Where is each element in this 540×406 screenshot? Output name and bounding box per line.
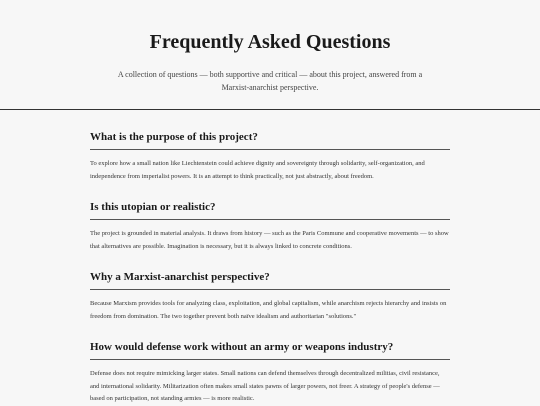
faq-item <box>90 130 450 183</box>
faq-question: What is the purpose of this project? <box>90 130 450 150</box>
faq-answer: Defense does not require mimicking larger states. Small nations can defend themselves through decentralized militias, civil resistance, and international solidarity. Militarization often makes small states pawns of larger powers, not freer. A strategy of people's defense — based on participation, not standing armies — is more realistic. <box>90 370 440 402</box>
page-subtitle: A collection of questions — both supportive and critical — about this project, answered from a Marxist-anarchist perspective. <box>117 70 423 92</box>
faq-answer: To explore how a small nation like Liechtenstein could achieve dignity and sovereignty through solidarity, self-organization, and independence from imperialist powers. It is an attempt to think practically, not just abstractly, about freedom. <box>90 160 425 180</box>
faq-item <box>90 340 450 406</box>
faq-answer: The project is grounded in material analysis. It draws from history — such as the Paris Commune and cooperative movements — to show that alternatives are possible. Imagination is necessary, but it is always linked to concrete conditions. <box>90 230 449 250</box>
faq-answer: Because Marxism provides tools for analyzing class, exploitation, and global capitalism, while anarchism rejects hierarchy and insists on freedom from domination. The two together prevent both naïve idealism and authoritarian "solutions." <box>90 300 447 320</box>
faq-list <box>90 110 450 406</box>
page-header <box>0 0 540 110</box>
faq-item <box>90 200 450 253</box>
faq-item <box>90 270 450 323</box>
faq-question: Why a Marxist-anarchist perspective? <box>90 270 450 290</box>
faq-question: Is this utopian or realistic? <box>90 200 450 220</box>
page-title: Frequently Asked Questions <box>149 31 391 53</box>
faq-question: How would defense work without an army or weapons industry? <box>90 340 450 360</box>
